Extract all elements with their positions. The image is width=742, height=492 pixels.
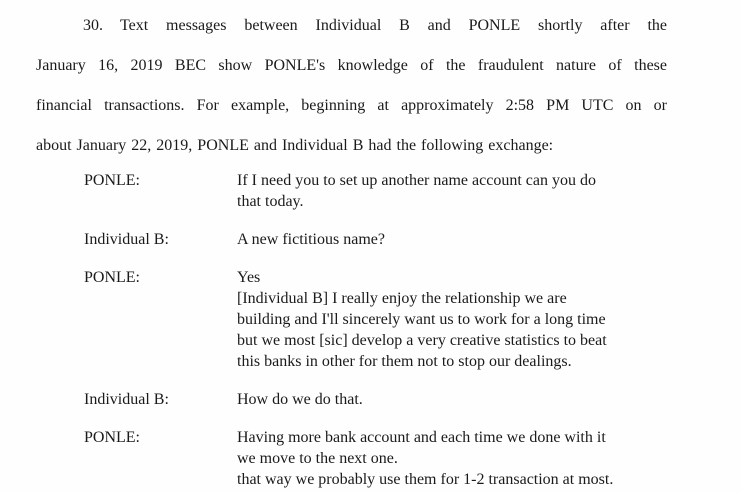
speaker-label: Individual B: [84, 231, 169, 248]
paragraph-number: 30. [83, 17, 103, 34]
paragraph-30 [36, 6, 667, 166]
message-line: building and I'll sincerely want us to work for a long time [237, 311, 606, 328]
message-line: we move to the next one. [237, 450, 398, 467]
message-text [237, 170, 667, 212]
dialogue-entry-3 [84, 267, 667, 372]
message-line: If I need you to set up another name account can you do [237, 172, 596, 189]
speaker-label: Individual B: [84, 391, 169, 408]
paragraph-line-2: January 16, 2019 BEC show PONLE's knowledge of the fraudulent nature of these [36, 57, 667, 74]
message-line: but we most [sic] develop a very creative statistics to beat [237, 332, 607, 349]
dialogue-entry-1 [84, 170, 667, 212]
dialogue-entry-4 [84, 389, 667, 410]
message-line: this banks in other for them not to stop our dealings. [237, 353, 572, 370]
paragraph-line-1 [36, 6, 667, 46]
dialogue-exchange [84, 170, 667, 490]
dialogue-entry-5 [84, 427, 667, 490]
dialogue-entry-2 [84, 229, 667, 250]
message-text [237, 389, 667, 410]
message-line: [Individual B] I really enjoy the relationship we are [237, 290, 567, 307]
message-line: that way we probably use them for 1-2 transaction at most. [237, 471, 614, 488]
paragraph-line-text: Text messages between Individual B and PONLE shortly after the [120, 17, 667, 34]
message-line: How do we do that. [237, 391, 363, 408]
speaker-label: PONLE: [84, 172, 140, 189]
paragraph-line-4: about January 22, 2019, PONLE and Individual B had the following exchange: [36, 137, 554, 154]
message-line: that today. [237, 193, 304, 210]
message-line: Having more bank account and each time we done with it [237, 429, 606, 446]
message-text [237, 267, 667, 372]
speaker-label: PONLE: [84, 429, 140, 446]
message-line: A new fictitious name? [237, 231, 385, 248]
paragraph-line-3: financial transactions. For example, beginning at approximately 2:58 PM UTC on or [36, 97, 667, 114]
message-line: Yes [237, 269, 261, 286]
speaker-label: PONLE: [84, 269, 140, 286]
message-text [237, 427, 667, 490]
message-text [237, 229, 667, 250]
